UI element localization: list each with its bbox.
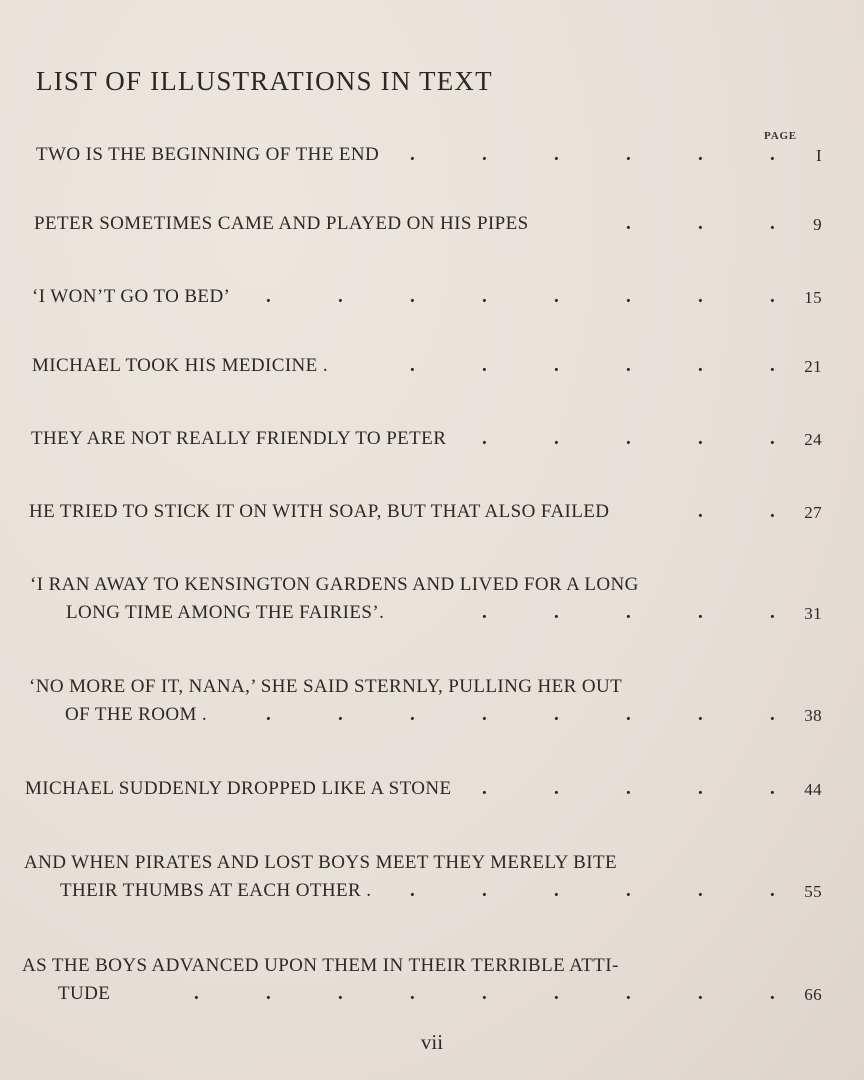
entry-title-line (32, 355, 822, 383)
leader-dot: . (482, 428, 487, 449)
entry-title-line (32, 286, 822, 314)
entry-title: OF THE ROOM . (65, 704, 208, 725)
leader-dot: . (194, 983, 199, 1004)
entry-page-number: 44 (804, 780, 822, 799)
leader-dot: . (770, 355, 775, 376)
leader-dot: . (698, 286, 703, 307)
entry-title: ‘I RAN AWAY TO KENSINGTON GARDENS AND LIVED FOR A LONG (30, 574, 639, 595)
entry-title-continuation (29, 704, 822, 732)
leader-dot: . (626, 602, 631, 623)
entry-title: PETER SOMETIMES CAME AND PLAYED ON HIS PIPES (34, 213, 529, 234)
leader-dot: . (554, 983, 559, 1004)
leader-dot: . (626, 704, 631, 725)
leader-dot: . (626, 355, 631, 376)
leader-dot: . (626, 144, 631, 165)
leader-dots (29, 704, 822, 732)
entry-title: THEIR THUMBS AT EACH OTHER . (60, 880, 372, 901)
leader-dot: . (410, 983, 415, 1004)
leader-dots (29, 501, 822, 529)
entry-title: AS THE BOYS ADVANCED UPON THEM IN THEIR TERRIBLE ATTI- (22, 955, 619, 976)
entry-title-line (22, 955, 822, 983)
entry-page-number: 24 (804, 430, 822, 449)
entry-title: MICHAEL TOOK HIS MEDICINE . (32, 355, 328, 376)
entry-title-line (31, 428, 822, 456)
leader-dot: . (770, 286, 775, 307)
leader-dot: . (554, 144, 559, 165)
leader-dots (34, 213, 822, 241)
entry-page-number: 55 (804, 882, 822, 901)
leader-dot: . (410, 880, 415, 901)
leader-dot: . (770, 428, 775, 449)
leader-dot: . (482, 983, 487, 1004)
entry-title-line (29, 501, 822, 529)
entry-page-number: 38 (804, 706, 822, 725)
entry-title-line (34, 213, 822, 241)
illustration-entry (32, 355, 822, 383)
entry-title-line (25, 778, 822, 806)
entry-title: THEY ARE NOT REALLY FRIENDLY TO PETER (31, 428, 447, 449)
page-folio: vii (420, 1030, 444, 1054)
leader-dots (25, 778, 822, 806)
leader-dot: . (698, 983, 703, 1004)
leader-dot: . (698, 355, 703, 376)
entry-page-number: 9 (813, 215, 822, 234)
illustration-entry (32, 286, 822, 314)
leader-dot: . (770, 880, 775, 901)
leader-dot: . (482, 286, 487, 307)
leader-dots (30, 602, 822, 630)
entry-title-line (29, 676, 822, 704)
leader-dot: . (482, 355, 487, 376)
leader-dot: . (554, 355, 559, 376)
illustration-entry (34, 213, 822, 241)
leader-dot: . (698, 602, 703, 623)
leader-dot: . (626, 778, 631, 799)
leader-dot: . (698, 213, 703, 234)
leader-dot: . (482, 880, 487, 901)
entry-title-line (30, 574, 822, 602)
leader-dot: . (626, 286, 631, 307)
leader-dot: . (482, 778, 487, 799)
leader-dot: . (554, 428, 559, 449)
leader-dot: . (482, 144, 487, 165)
leader-dot: . (698, 144, 703, 165)
leader-dot: . (338, 704, 343, 725)
entry-title: ‘I WON’T GO TO BED’ (32, 286, 231, 307)
leader-dot: . (554, 602, 559, 623)
page-column-label: PAGE (764, 130, 797, 142)
entry-title: ‘NO MORE OF IT, NANA,’ SHE SAID STERNLY, PULLING HER OUT (29, 676, 623, 697)
illustration-entry (25, 778, 822, 806)
leader-dot: . (554, 704, 559, 725)
leader-dots (24, 880, 822, 908)
illustration-entry (29, 501, 822, 529)
leader-dot: . (770, 704, 775, 725)
leader-dot: . (698, 704, 703, 725)
leader-dot: . (698, 428, 703, 449)
page-heading: LIST OF ILLUSTRATIONS IN TEXT (36, 66, 493, 96)
leader-dot: . (626, 213, 631, 234)
leader-dot: . (410, 704, 415, 725)
leader-dots (32, 355, 822, 383)
leader-dot: . (698, 880, 703, 901)
entry-page-number: 15 (804, 288, 822, 307)
entry-page-number: 66 (804, 985, 822, 1004)
entry-page-number: I (815, 146, 822, 165)
leader-dot: . (626, 880, 631, 901)
illustration-entry (36, 144, 822, 172)
leader-dots (32, 286, 822, 314)
entry-page-number: 27 (804, 503, 822, 522)
leader-dot: . (554, 880, 559, 901)
entry-title-continuation (22, 983, 822, 1011)
leader-dot: . (410, 286, 415, 307)
leader-dots (31, 428, 822, 456)
entry-title: HE TRIED TO STICK IT ON WITH SOAP, BUT THAT ALSO FAILED (29, 501, 610, 522)
illustration-entry (29, 676, 822, 732)
leader-dot: . (698, 778, 703, 799)
entry-title-continuation (24, 880, 822, 908)
leader-dot: . (266, 704, 271, 725)
entry-title-line (36, 144, 822, 172)
illustration-entry (31, 428, 822, 456)
leader-dot: . (770, 778, 775, 799)
leader-dot: . (266, 983, 271, 1004)
illustration-entry (24, 852, 822, 908)
entry-title: TWO IS THE BEGINNING OF THE END (36, 144, 380, 165)
entry-title: LONG TIME AMONG THE FAIRIES’. (66, 602, 385, 623)
entry-title: MICHAEL SUDDENLY DROPPED LIKE A STONE (25, 778, 452, 799)
illustration-entry (30, 574, 822, 630)
entry-title-line (24, 852, 822, 880)
entry-title-continuation (30, 602, 822, 630)
leader-dot: . (626, 428, 631, 449)
leader-dot: . (626, 983, 631, 1004)
leader-dot: . (410, 355, 415, 376)
entry-page-number: 31 (804, 604, 822, 623)
leader-dots (36, 144, 822, 172)
leader-dot: . (338, 286, 343, 307)
leader-dot: . (770, 983, 775, 1004)
leader-dot: . (770, 501, 775, 522)
leader-dot: . (482, 704, 487, 725)
leader-dot: . (266, 286, 271, 307)
leader-dots (22, 983, 822, 1011)
entry-title: AND WHEN PIRATES AND LOST BOYS MEET THEY MERELY BITE (24, 852, 617, 873)
leader-dot: . (338, 983, 343, 1004)
leader-dot: . (698, 501, 703, 522)
leader-dot: . (770, 213, 775, 234)
leader-dot: . (482, 602, 487, 623)
leader-dot: . (554, 778, 559, 799)
leader-dot: . (410, 144, 415, 165)
entry-title: TUDE (58, 983, 111, 1004)
leader-dot: . (770, 602, 775, 623)
illustration-entry (22, 955, 822, 1011)
leader-dot: . (554, 286, 559, 307)
leader-dot: . (770, 144, 775, 165)
entry-page-number: 21 (804, 357, 822, 376)
